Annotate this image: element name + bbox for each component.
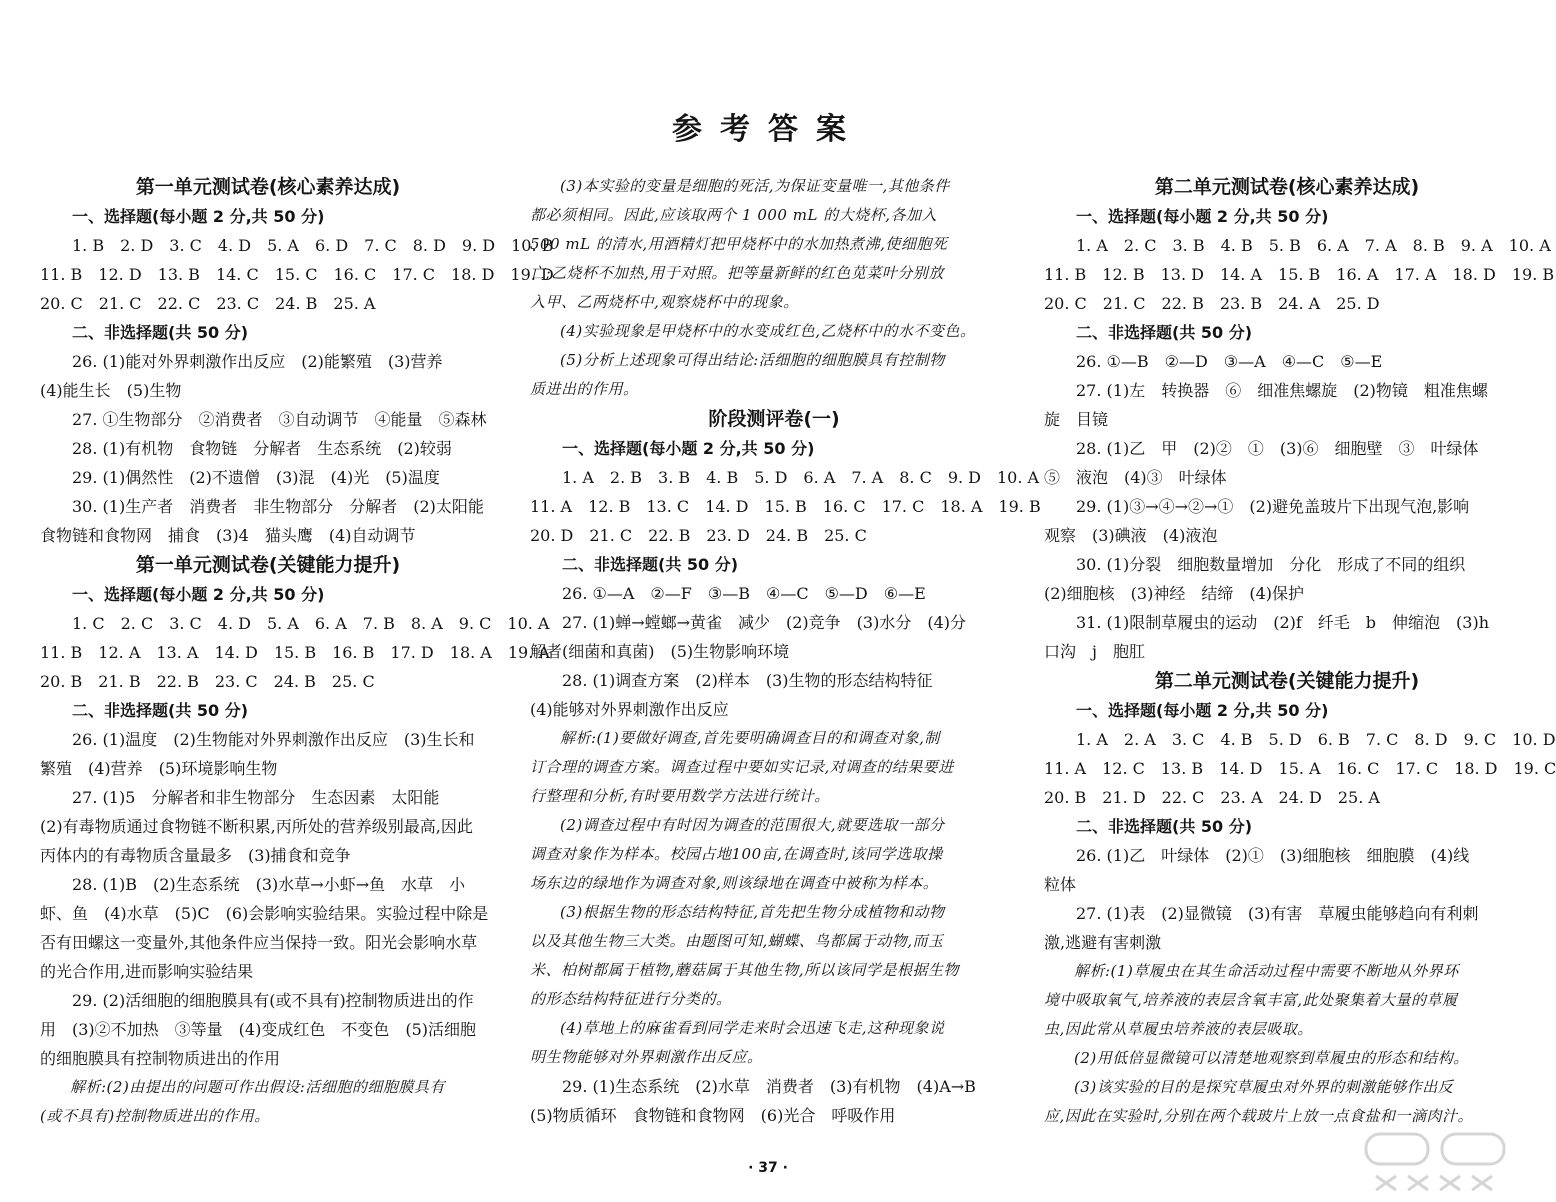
answer-line: ⑤ 液泡 (4)③ 叶绿体 bbox=[1044, 468, 1227, 487]
answer-line: 29. (1)③→④→②→① (2)避免盖玻片下出现气泡,影响 bbox=[1076, 497, 1470, 516]
question-group-heading: 二、非选择题(共 50 分) bbox=[1076, 323, 1253, 342]
answer-line: (5)物质循环 食物链和食物网 (6)光合 呼吸作用 bbox=[530, 1106, 896, 1125]
answer-line: 28. (1)乙 甲 (2)② ① (3)⑥ 细胞壁 ③ 叶绿体 bbox=[1076, 439, 1479, 458]
answer-line: 27. (1)蝉→螳螂→黄雀 减少 (2)竞争 (3)水分 (4)分 bbox=[562, 613, 967, 632]
answer-line: 场东边的绿地作为调查对象,则该绿地在调查中被称为样本。 bbox=[530, 874, 939, 892]
answer-line: 解析:(1)要做好调查,首先要明确调查目的和调查对象,制 bbox=[560, 729, 940, 747]
question-group-heading: 二、非选择题(共 50 分) bbox=[562, 555, 739, 574]
answer-line: 28. (1)B (2)生态系统 (3)水草→小虾→鱼 水草 小 bbox=[72, 875, 466, 894]
answer-line: (2)细胞核 (3)神经 结缔 (4)保护 bbox=[1044, 584, 1304, 603]
answer-line: 明生物能够对外界刺激作出反应。 bbox=[530, 1048, 763, 1066]
answer-line: 虫,因此常从草履虫培养液的表层吸取。 bbox=[1044, 1020, 1313, 1038]
answer-line: 境中吸取氧气,培养液的表层含氧丰富,此处聚集着大量的草履 bbox=[1044, 991, 1458, 1009]
answer-line: 27. (1)左 转换器 ⑥ 细准焦螺旋 (2)物镜 粗准焦螺 bbox=[1076, 381, 1488, 400]
answer-line: 口沟 j 胞肛 bbox=[1044, 642, 1145, 661]
answer-line: 质进出的作用。 bbox=[530, 380, 639, 398]
answer-line: 20. D 21. C 22. B 23. D 24. B 25. C bbox=[530, 526, 867, 545]
answer-line: 解析:(2)由提出的问题可作出假设:活细胞的细胞膜具有 bbox=[70, 1078, 445, 1096]
answer-line: 31. (1)限制草履虫的运动 (2)f 纤毛 b 伸缩泡 (3)h bbox=[1076, 613, 1489, 632]
answer-column-left bbox=[40, 172, 554, 1131]
answer-line: 20. C 21. C 22. C 23. C 24. B 25. A bbox=[40, 294, 376, 313]
section-title: 第二单元测试卷(核心素养达成) bbox=[1154, 176, 1420, 198]
answer-line: (4)实验现象是甲烧杯中的水变成红色,乙烧杯中的水不变色。 bbox=[560, 322, 976, 340]
answer-line: 11. B 12. B 13. D 14. A 15. B 16. A 17. A 18. D 19. B bbox=[1044, 265, 1555, 284]
page-number: · 37 · bbox=[748, 1160, 788, 1176]
answer-line: 都必须相同。因此,应该取两个 1 000 mL 的大烧杯,各加入 bbox=[530, 206, 937, 224]
answer-line: 应,因此在实验时,分别在两个载玻片上放一点食盐和一滴肉汁。 bbox=[1044, 1107, 1474, 1125]
answer-line: 虾、鱼 (4)水草 (5)C (6)会影响实验结果。实验过程中除是 bbox=[40, 904, 489, 923]
answer-line: 解者(细菌和真菌) (5)生物影响环境 bbox=[530, 642, 790, 661]
answer-line: 11. A 12. C 13. B 14. D 15. A 16. C 17. C 18. D 19. C bbox=[1044, 759, 1556, 778]
answer-line: 27. ①生物部分 ②消费者 ③自动调节 ④能量 ⑤森林 bbox=[72, 410, 487, 429]
answer-line: 28. (1)调查方案 (2)样本 (3)生物的形态结构特征 bbox=[562, 671, 933, 690]
answer-line: 观察 (3)碘液 (4)液泡 bbox=[1044, 526, 1218, 545]
question-group-heading: 二、非选择题(共 50 分) bbox=[72, 323, 249, 342]
answer-line: (2)调查过程中有时因为调查的范围很大,就要选取一部分 bbox=[560, 816, 945, 834]
answer-line: 30. (1)分裂 细胞数量增加 分化 形成了不同的组织 bbox=[1076, 555, 1466, 574]
answer-line: (2)有毒物质通过食物链不断积累,丙所处的营养级别最高,因此 bbox=[40, 817, 473, 836]
answer-line: 激,逃避有害刺激 bbox=[1044, 933, 1162, 952]
answer-line: (4)能生长 (5)生物 bbox=[40, 381, 182, 400]
answer-line: 20. B 21. B 22. B 23. C 24. B 25. C bbox=[40, 672, 375, 691]
answer-line: 米、柏树都属于植物,蘑菇属于其他生物,所以该同学是根据生物 bbox=[530, 961, 960, 979]
answer-line: 繁殖 (4)营养 (5)环境影响生物 bbox=[40, 759, 278, 778]
answer-line: 11. B 12. A 13. A 14. D 15. B 16. B 17. D 18. A 19. A bbox=[40, 643, 550, 662]
answer-line: 1. A 2. A 3. C 4. B 5. D 6. B 7. C 8. D 9. C 10. D bbox=[1076, 730, 1556, 749]
answer-line: (5)分析上述现象可得出结论:活细胞的细胞膜具有控制物 bbox=[560, 351, 945, 369]
answer-line: 30. (1)生产者 消费者 非生物部分 分解者 (2)太阳能 bbox=[72, 497, 484, 516]
answer-line: 行整理和分析,有时要用数学方法进行统计。 bbox=[530, 787, 830, 805]
answer-line: 27. (1)5 分解者和非生物部分 生态因素 太阳能 bbox=[72, 788, 440, 807]
answer-line: (4)能够对外界刺激作出反应 bbox=[530, 700, 729, 719]
answer-line: 调查对象作为样本。校园占地100亩,在调查时,该同学选取操 bbox=[530, 845, 943, 863]
page-title: 参考答案 bbox=[672, 112, 864, 147]
answer-column-right bbox=[1044, 172, 1556, 1131]
answer-line: (3)根据生物的形态结构特征,首先把生物分成植物和动物 bbox=[560, 903, 945, 921]
question-group-heading: 一、选择题(每小题 2 分,共 50 分) bbox=[72, 585, 325, 604]
answer-line: 1. C 2. C 3. C 4. D 5. A 6. A 7. B 8. A 9. C 10. A bbox=[72, 614, 550, 633]
answer-line: 26. (1)乙 叶绿体 (2)① (3)细胞核 细胞膜 (4)线 bbox=[1076, 846, 1470, 865]
answer-line: 的细胞膜具有控制物质进出的作用 bbox=[40, 1049, 281, 1068]
answer-line: 旋 目镜 bbox=[1044, 410, 1109, 429]
section-title: 阶段测评卷(一) bbox=[708, 408, 840, 430]
answer-line: 29. (1)偶然性 (2)不遗僧 (3)混 (4)光 (5)温度 bbox=[72, 468, 440, 487]
answer-line: 11. A 12. B 13. C 14. D 15. B 16. C 17. C 18. A 19. B bbox=[530, 497, 1041, 516]
answer-line: 20. B 21. D 22. C 23. A 24. D 25. A bbox=[1044, 788, 1380, 807]
answer-line: 500 mL 的清水,用酒精灯把甲烧杯中的水加热煮沸,使细胞死 bbox=[530, 235, 948, 253]
question-group-heading: 一、选择题(每小题 2 分,共 50 分) bbox=[562, 439, 815, 458]
answer-line: 29. (2)活细胞的细胞膜具有(或不具有)控制物质进出的作 bbox=[72, 991, 474, 1010]
answer-line: 26. ①—A ②—F ③—B ④—C ⑤—D ⑥—E bbox=[562, 584, 926, 603]
answer-line: 1. A 2. C 3. B 4. B 5. B 6. A 7. A 8. B 9. A 10. A bbox=[1076, 236, 1551, 255]
watermark-logo-icon bbox=[1356, 1128, 1524, 1194]
answer-line: (3)该实验的目的是探究草履虫对外界的刺激能够作出反 bbox=[1074, 1078, 1454, 1096]
answer-line: 解析:(1)草履虫在其生命活动过程中需要不断地从外界环 bbox=[1074, 962, 1459, 980]
section-title: 第一单元测试卷(关键能力提升) bbox=[135, 554, 401, 576]
question-group-heading: 一、选择题(每小题 2 分,共 50 分) bbox=[72, 207, 325, 226]
answer-line: 订合理的调查方案。调查过程中要如实记录,对调查的结果要进 bbox=[530, 758, 954, 776]
question-group-heading: 一、选择题(每小题 2 分,共 50 分) bbox=[1076, 701, 1329, 720]
answer-line: 否有田螺这一变量外,其他条件应当保持一致。阳光会影响水草 bbox=[40, 933, 478, 952]
section-title: 第二单元测试卷(关键能力提升) bbox=[1154, 670, 1420, 692]
answer-column-middle bbox=[530, 172, 1041, 1130]
question-group-heading: 一、选择题(每小题 2 分,共 50 分) bbox=[1076, 207, 1329, 226]
answer-line: (4)草地上的麻雀看到同学走来时会迅速飞走,这种现象说 bbox=[560, 1019, 945, 1037]
answer-line: 11. B 12. D 13. B 14. C 15. C 16. C 17. C 18. D 19. D bbox=[40, 265, 554, 284]
answer-line: 的光合作用,进而影响实验结果 bbox=[40, 962, 254, 981]
answer-line: 丙体内的有毒物质含量最多 (3)捕食和竞争 bbox=[40, 846, 351, 865]
answer-line: (3)本实验的变量是细胞的死活,为保证变量唯一,其他条件 bbox=[560, 177, 950, 195]
answer-line: 20. C 21. C 22. B 23. B 24. A 25. D bbox=[1044, 294, 1380, 313]
answer-line: 26. (1)能对外界刺激作出反应 (2)能繁殖 (3)营养 bbox=[72, 352, 443, 371]
answer-line: (2)用低倍显微镜可以清楚地观察到草履虫的形态和结构。 bbox=[1074, 1049, 1469, 1067]
answer-line: 1. A 2. B 3. B 4. B 5. D 6. A 7. A 8. C 9. D 10. A bbox=[562, 468, 1040, 487]
answer-line: 粒体 bbox=[1044, 875, 1077, 894]
section-title: 第一单元测试卷(核心素养达成) bbox=[135, 176, 401, 198]
question-group-heading: 二、非选择题(共 50 分) bbox=[72, 701, 249, 720]
answer-line: 的形态结构特征进行分类的。 bbox=[530, 990, 732, 1008]
answer-line: 用 (3)②不加热 ③等量 (4)变成红色 不变色 (5)活细胞 bbox=[40, 1020, 476, 1039]
answer-line: 入甲、乙两烧杯中,观察烧杯中的现象。 bbox=[530, 293, 799, 311]
answer-line: 29. (1)生态系统 (2)水草 消费者 (3)有机物 (4)A→B bbox=[562, 1077, 976, 1096]
answer-line: (或不具有)控制物质进出的作用。 bbox=[40, 1107, 270, 1125]
answer-line: 食物链和食物网 捕食 (3)4 猫头鹰 (4)自动调节 bbox=[40, 526, 416, 545]
answer-line: 26. (1)温度 (2)生物能对外界刺激作出反应 (3)生长和 bbox=[72, 730, 475, 749]
answer-line: 26. ①—B ②—D ③—A ④—C ⑤—E bbox=[1076, 352, 1383, 371]
answer-line: 1. B 2. D 3. C 4. D 5. A 6. D 7. C 8. D 9. D 10. B bbox=[72, 236, 554, 255]
answer-line: 28. (1)有机物 食物链 分解者 生态系统 (2)较弱 bbox=[72, 439, 452, 458]
answer-line: 27. (1)表 (2)显微镜 (3)有害 草履虫能够趋向有利刺 bbox=[1076, 904, 1479, 923]
answer-line: 亡;乙烧杯不加热,用于对照。把等量新鲜的红色苋菜叶分别放 bbox=[530, 264, 944, 282]
question-group-heading: 二、非选择题(共 50 分) bbox=[1076, 817, 1253, 836]
answer-line: 以及其他生物三大类。由题图可知,蝴蝶、鸟都属于动物,而玉 bbox=[530, 932, 944, 950]
